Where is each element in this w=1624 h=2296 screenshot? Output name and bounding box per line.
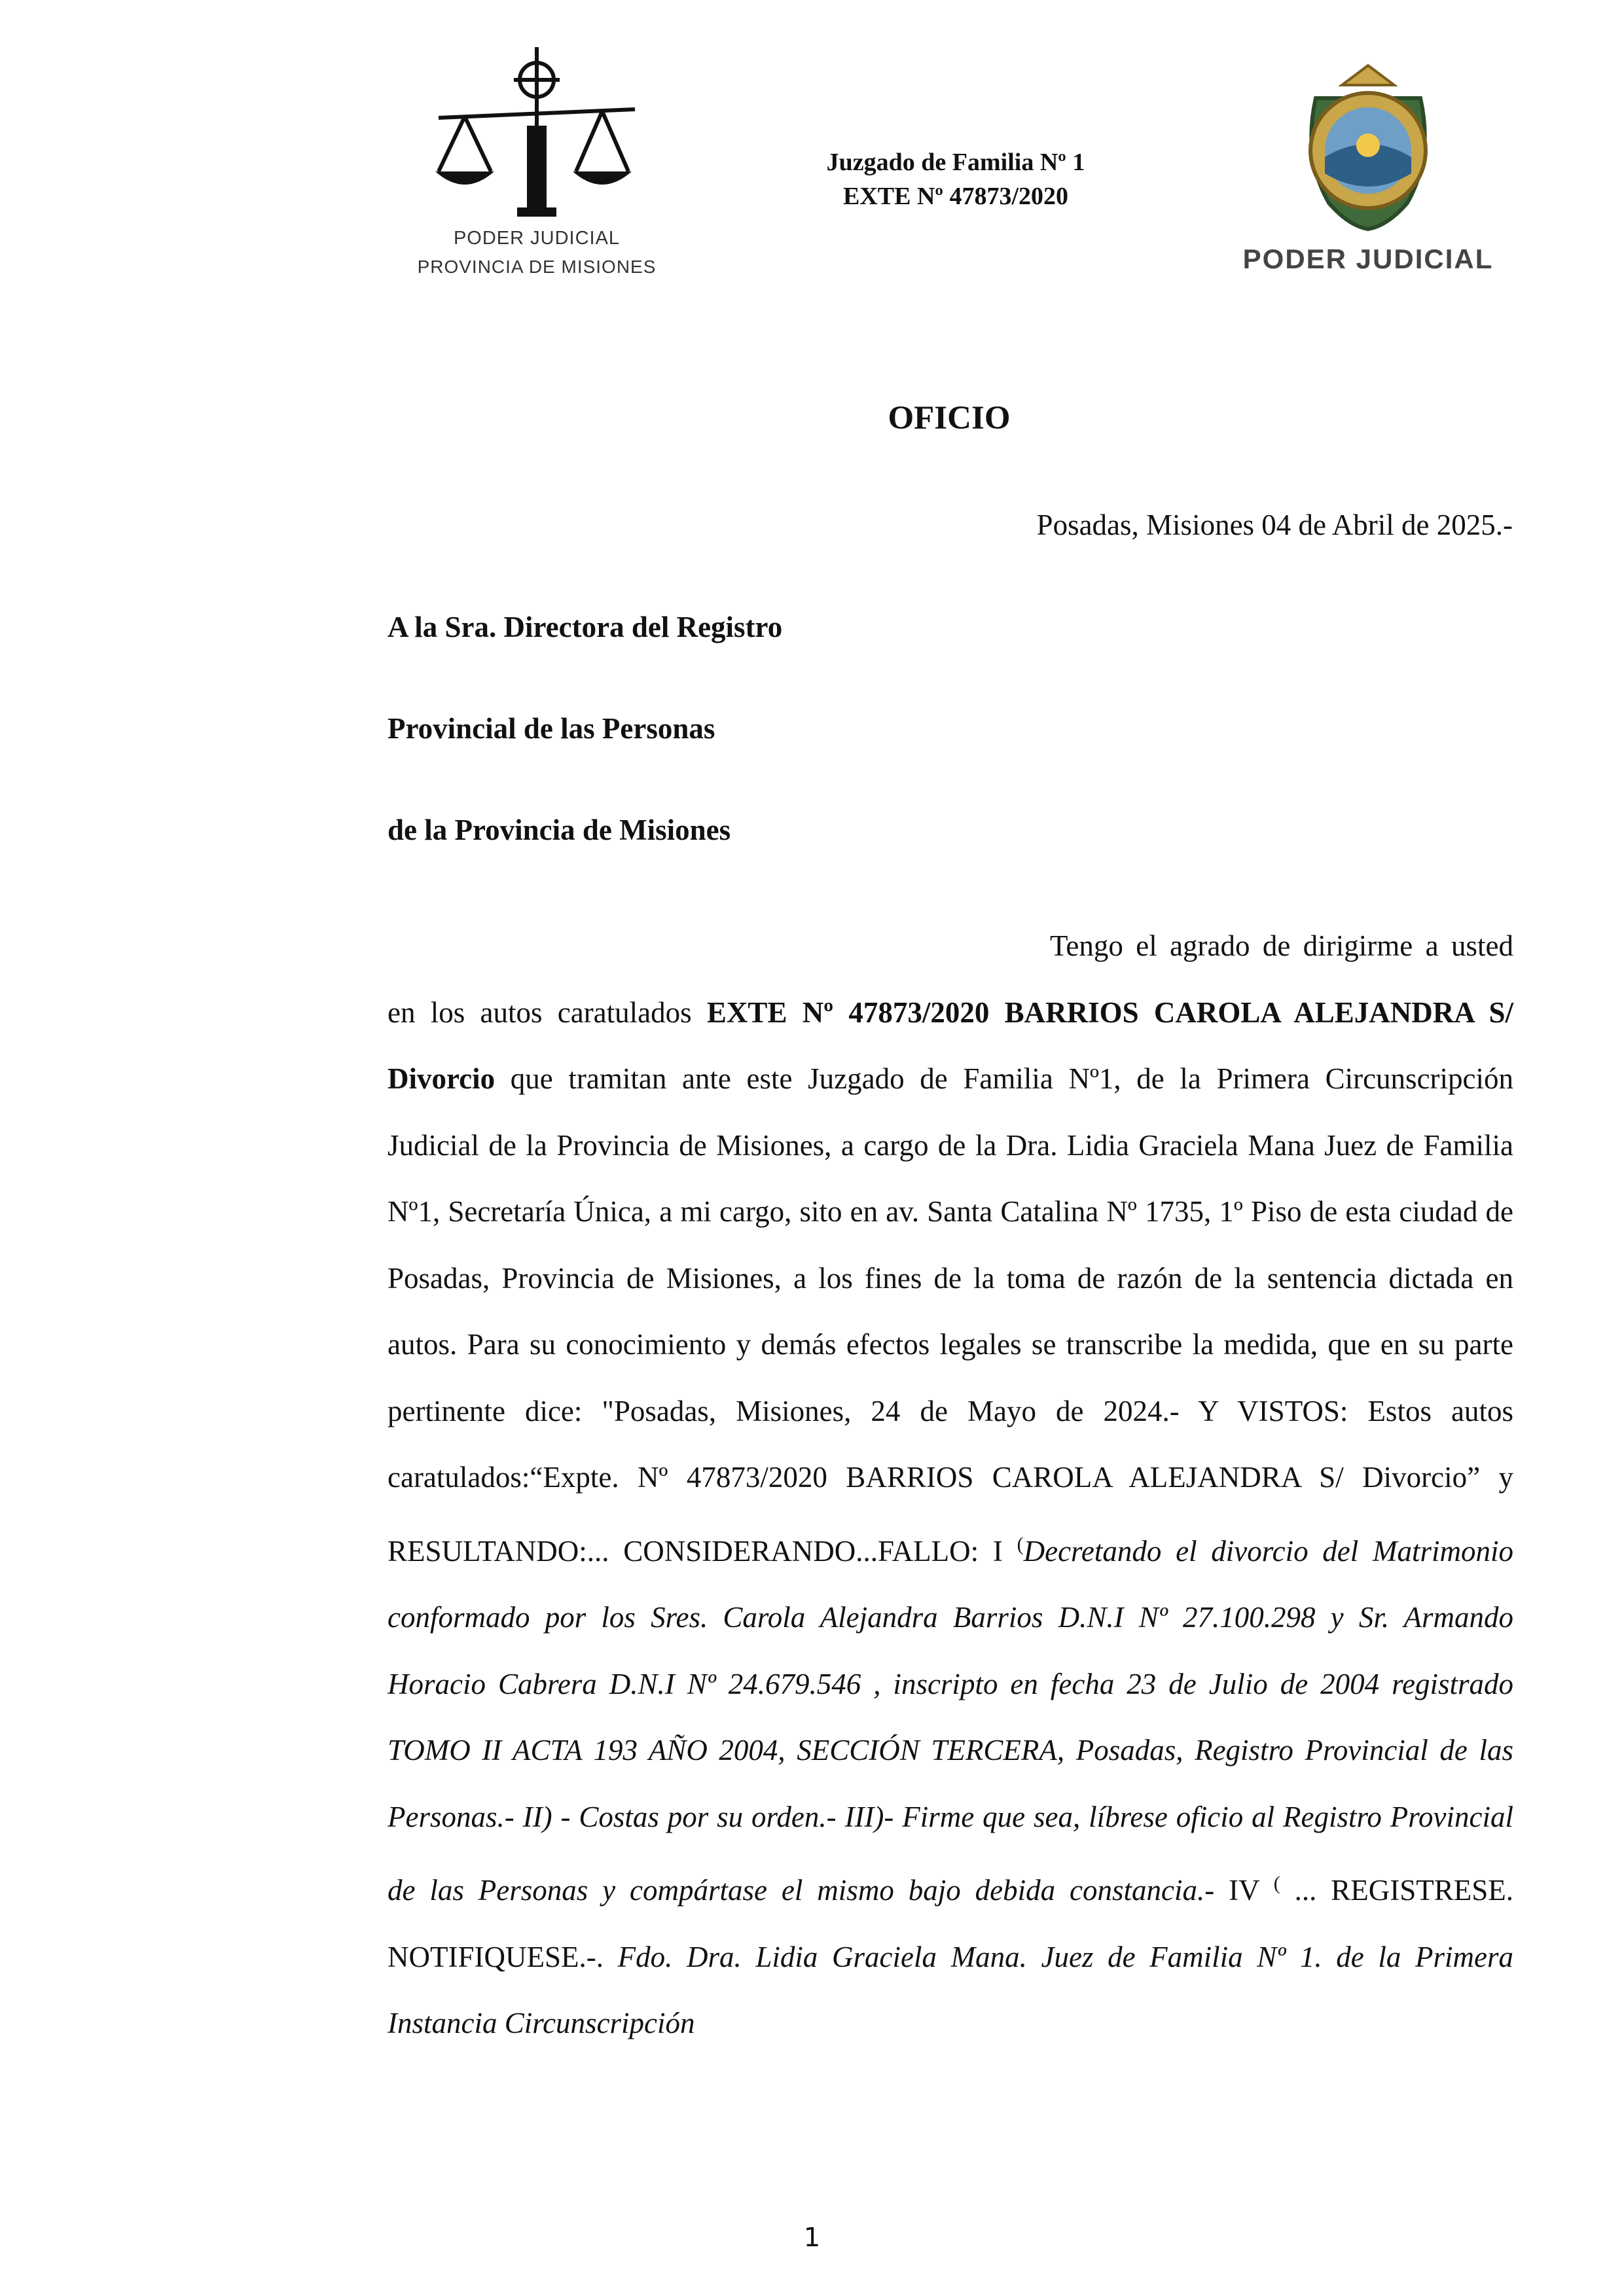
addressee-line2: Provincial de las Personas <box>388 712 715 745</box>
left-logo <box>399 41 674 289</box>
ruling-text: Decretando el divorcio del Matrimonio conformado por los Sres. Carola Alejandra Barrios D.N.I Nº 27.100.298 y Sr. Armando Horacio Cabrera D.N.I Nº 24.679.546 , inscripto en fecha 23 de Julio de 2004 registrado TOMO II ACTA 193 AÑO 2004, SECCIÓN TERCERA, Posadas, Registro Provincial de las Personas.- II) - Costas por su orden.- III)- Firme que sea, líbrese oficio al Registro Provincial de las Personas y compártase el mismo bajo debida constancia.- <box>388 1534 1514 1907</box>
body-text-3: ... REGISTRESE. NOTIFIQUESE.-. <box>388 1874 1514 1973</box>
case-title: EXTE Nº 47873/2020 BARRIOS CAROLA ALEJANDRA S/ Divorcio <box>388 996 1514 1095</box>
page-number: 1 <box>803 2223 821 2253</box>
document-header <box>727 145 1185 213</box>
scales-of-justice-icon <box>425 41 648 224</box>
addressee-line3: de la Provincia de Misiones <box>388 814 731 846</box>
body-text-1: que tramitan ante este Juzgado de Familia Nº1, de la Primera Circunscripción Judicial de la Provincia de Misiones, a cargo de la Dra. Lidia Graciela Mana Juez de Familia Nº1, Secretaría Única, a mi cargo, sito en av. Santa Catalina Nº 1735, 1º Piso de esta ciudad de Posadas, Provincia de Misiones, a los fines de la toma de razón de la sentencia dictada en autos. Para su conocimiento y demás efectos legales se transcribe la medida, que en su parte pertinente dice: "Posadas, Misiones, 24 de Mayo de 2024.- Y VISTOS: Estos autos caratulados:“Expte. Nº 47873/2020 BARRIOS CAROLA ALEJANDRA S/ Divorcio” y RESULTANDO:... CONSIDERANDO...FALLO: I <box>388 1062 1514 1568</box>
provincial-coat-of-arms-icon <box>1290 59 1447 236</box>
date-line: Posadas, Misiones 04 de Abril de 2025.- <box>1036 509 1513 541</box>
superscript-mark: ( <box>1017 1533 1024 1555</box>
superscript-mark-2: ( <box>1273 1873 1280 1894</box>
right-logo <box>1237 59 1499 295</box>
document-title: OFICIO <box>888 400 1011 437</box>
signature-text: Fdo. Dra. Lidia Graciela Mana. Juez de Familia Nº 1. de la Primera Instancia Circunscripción <box>388 1940 1514 2039</box>
file-number: EXTE Nº 47873/2020 <box>842 183 1069 210</box>
body-opening: Tengo el agrado de dirigirme a usted en los autos caratulados <box>388 929 1513 1029</box>
left-logo-caption-line2: PROVINCIA DE MISIONES <box>417 257 657 277</box>
left-logo-caption-line1: PODER JUDICIAL <box>453 228 621 249</box>
court-name: Juzgado de Familia Nº 1 <box>826 149 1085 176</box>
addressee-line1: A la Sra. Directora del Registro <box>388 611 783 643</box>
body-paragraph <box>388 913 1513 2057</box>
right-logo-caption: PODER JUDICIAL <box>1242 243 1494 274</box>
body-text-2: IV <box>1229 1874 1259 1907</box>
